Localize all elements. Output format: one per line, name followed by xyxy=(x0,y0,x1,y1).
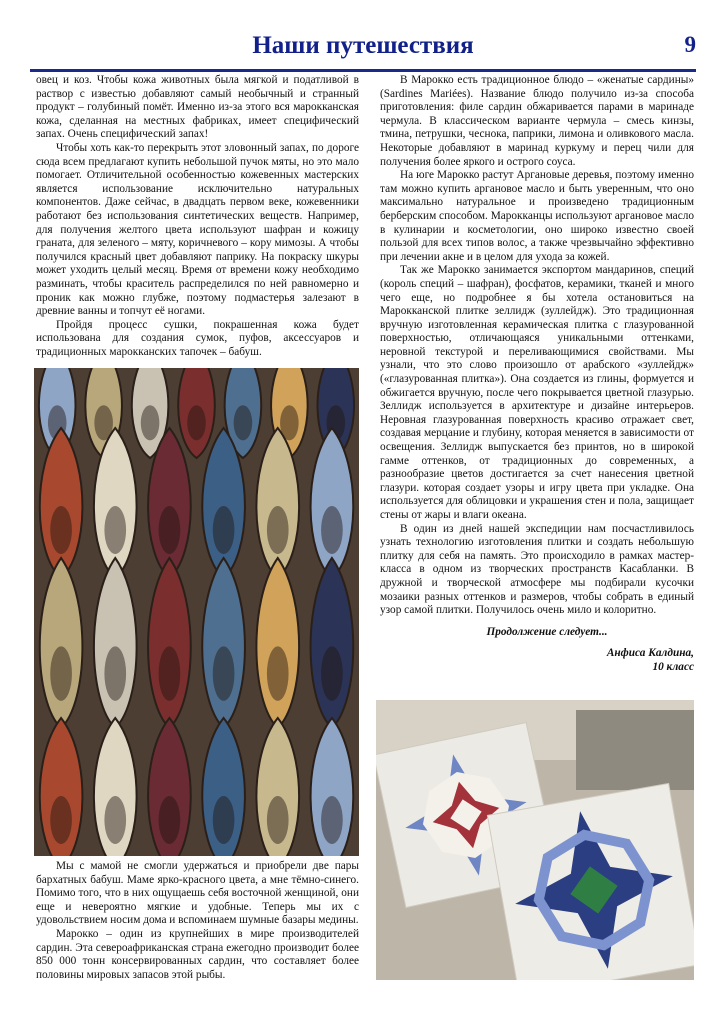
slipper-opening xyxy=(213,506,235,554)
author-class: 10 класс xyxy=(652,660,694,673)
paragraph: Так же Марокко занимается экспортом мандаринов, специй (король специй – шафран), фосфатов, керамики, тканей и много чего еще, но подробнее я бы хотела остановиться на Марокканской плитке зеллидж (зуллейдж). Это традиционная вручную изготовленная керамическая плитка с глазурованной поверхностью, отличающаяся уникальными оттенками, неровной текстурой и переливающимися свойствами. Мы узнали, что это слово произошло от арабского «зуллейдж» («глазурованная плитка»). Она создается из глины, формуется и обжигается вручную, после чего покрывается цветной глазурью. Зеллидж используется в архитектуре и дизайне интерьеров. Неровная глазурованная поверхность красиво отражает свет, создавая мерцание и глубину, которая меняется в зависимости от освещения. Зеллидж выпускается без принтов, но в широкой гамме оттенков, от традиционных до современных, а разнообразие цветов достигается за счет нанесения цветной глазури. которая создает узоры и игру цвета при укладке. Она используется для облицовки и украшения стен и пола, защищает стены от жары и влаги океана. xyxy=(380,264,694,521)
slipper-opening xyxy=(104,646,126,700)
paragraph: На юге Марокко растут Аргановые деревья, поэтому именно там можно купить аргановое масло и быть уверенным, что оно максимально натуральное и произведено традиционным берберским способом. Марокканцы используют аргановое масло в кулинарии и косметологии, оно широко известно своей пользой для всех типов волос, а также чрезвычайно эффективно при лечении акне и в целом для ухода за кожей. xyxy=(380,169,694,263)
tiles-illustration xyxy=(376,700,694,980)
continued-note: Продолжение следует... xyxy=(486,625,608,638)
slipper-opening xyxy=(267,506,289,554)
author-name: Анфиса Калдина, xyxy=(606,647,694,660)
babouche-slippers-photo xyxy=(34,368,359,856)
slipper-opening xyxy=(213,796,235,844)
paragraph: овец и коз. Чтобы кожа животных была мягкой и податливой в раствор с известью добавляют самый необычный и странный продукт – голубиный помёт. Именно из-за этого вся марокканская кожа, сделанная на местных фабриках, имеет специфический запах. Очень специфический запах! xyxy=(36,74,359,141)
column-left-bottom xyxy=(36,860,359,982)
slipper-opening xyxy=(50,506,72,554)
slipper-opening xyxy=(159,506,181,554)
slipper-opening xyxy=(321,646,343,700)
slipper-opening xyxy=(104,796,126,844)
slipper-opening xyxy=(50,796,72,844)
slippers-illustration xyxy=(34,368,359,856)
paragraph: В один из дней нашей экспедиции нам посчастливилось узнать технологию изготовления плитки и создать небольшую плитку для себя на память. Это происходило в рамках мастер-класса в одном из творческих пространств Касабланки. В дружной и творческой атмосфере мы подбирали кусочки мозаики разных оттенков и размеров, чтобы собрать в единый узор самой плитки. Получилось очень мило и колоритно. xyxy=(380,522,694,617)
slipper-opening xyxy=(50,646,72,700)
paragraph: В Марокко есть традиционное блюдо – «женатые сардины» (Sardines Mariées). Название блюдо получило из-за способа приготовления: филе сардин обжаривается парами в маринаде чермула. В классическом варианте чермула – смесь кинзы, тмина, петрушки, чеснока, паприки, лимона и оливкового масла. Некоторые добавляют в маринад куркуму и перец чили для получения более яркого и острого соуса. xyxy=(380,74,694,168)
paragraph: Марокко – один из крупнейших в мире производителей сардин. Эта североафриканская страна ежегодно производит более 850 000 тонн консервированных сардин, что составляет более половины мировых запасов этой рыбы. xyxy=(36,927,359,981)
paragraph: Чтобы хоть как-то перекрыть этот зловонный запах, по дороге сюда всем предлагают купить небольшой пучок мяты, но это мало помогает. Отличительной особенностью кожевенных мастерских является использование исключительно натуральных компонентов. Даже сейчас, в двадцать первом веке, кожевенники работают без использования синтетических веществ. Например, для получения желтого цвета используют шафран и кожицу граната, для зеленого – мяту, коричневого – кору мимозы. А чтобы получился красный цвет добавляют паприку. На покраску шкуры может уходить целый месяц. Время от времени кожу необходимо разминать, чтобы краситель распределился по ней равномерно и проник как можно глубже, поэтому подмастерья залезают в древние ванны и топчут её ногами. xyxy=(36,141,359,318)
slipper-opening xyxy=(159,646,181,700)
slipper-opening xyxy=(267,796,289,844)
slipper-opening xyxy=(141,405,160,440)
zellige-tiles-photo xyxy=(376,700,694,980)
page-number: 9 xyxy=(684,32,696,57)
slipper-opening xyxy=(267,646,289,700)
page-title: Наши путешествия xyxy=(252,32,474,59)
slipper-opening xyxy=(321,796,343,844)
slipper-opening xyxy=(104,506,126,554)
header-divider xyxy=(30,69,696,72)
slipper-opening xyxy=(213,646,235,700)
slipper-opening xyxy=(159,796,181,844)
column-right xyxy=(380,74,694,675)
slipper-opening xyxy=(187,405,206,440)
paragraph: Пройдя процесс сушки, покрашенная кожа будет использована для создания сумок, пуфов, аксессуаров и традиционных марокканских тапочек – бабуш. xyxy=(36,318,359,358)
page-header xyxy=(30,30,696,70)
column-left-top xyxy=(36,74,359,359)
slipper-opening xyxy=(321,506,343,554)
slipper-opening xyxy=(234,405,253,440)
paragraph: Мы с мамой не смогли удержаться и приобрели две пары бархатных бабуш. Маме ярко-красного цвета, а мне тёмно-синего. Помимо того, что в них ощущаешь себя восточной женщиной, они еще и невероятно мягкие и удобные. Теперь мы их с удовольствием носим дома и вспоминаем шумные базары медины. xyxy=(36,860,359,927)
